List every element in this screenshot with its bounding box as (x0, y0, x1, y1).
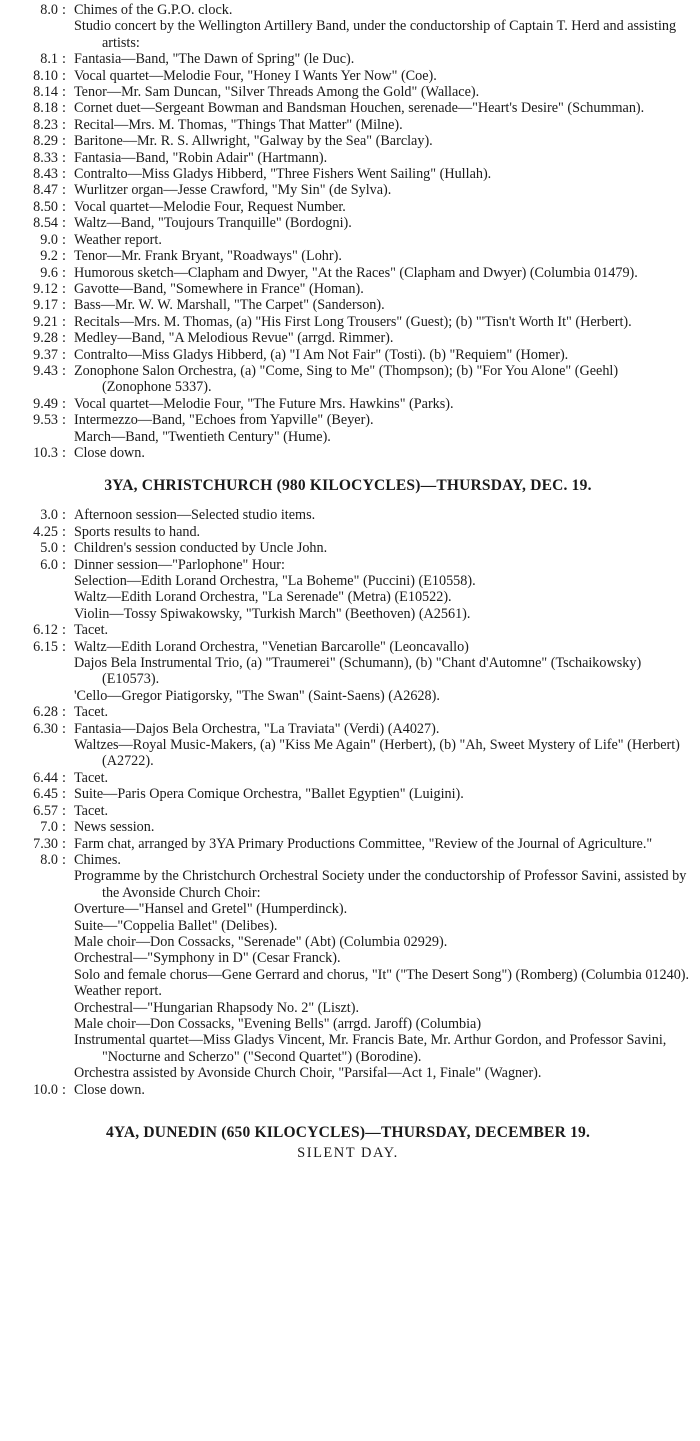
programme-entry (6, 967, 690, 983)
entry-text: News session. (74, 819, 155, 836)
programme-entry (6, 1032, 690, 1065)
entry-time: 8.23 (33, 116, 58, 133)
programme-entry (6, 1000, 690, 1016)
programme-entry: 8.23 : Recital—Mrs. M. Thomas, "Things That Matter" (Milne). (6, 117, 690, 133)
entry-text: Solo and female chorus—Gene Gerrard and chorus, "It" ("The Desert Song") (Romberg) (Columbia 01240). (74, 966, 690, 983)
entry-text: Weather report. (74, 231, 162, 248)
entry-time: 5.0 (40, 540, 58, 557)
entry-time: 9.0 (40, 231, 58, 248)
entry-time: 8.0 (40, 2, 58, 18)
entry-time: 9.28 (33, 330, 58, 347)
entry-text: Waltz—Edith Lorand Orchestra, "Venetian Barcarolle" (Leoncavallo) (74, 638, 469, 655)
entry-text: Medley—Band, "A Melodious Revue" (arrgd. Rimmer). (74, 330, 394, 347)
programme-entry (6, 901, 690, 917)
programme-entry: 8.18 : Cornet duet—Sergeant Bowman and Bandsman Houchen, serenade—"Heart's Desire" (Schumman). (6, 100, 690, 116)
entry-text: Chimes. (74, 851, 121, 868)
entry-text: Instrumental quartet—Miss Gladys Vincent, Mr. Francis Bate, Mr. Arthur Gordon, and Professor Savini, "Nocturne and Scherzo" ("Second Quartet") (Borodine). (74, 1032, 667, 1065)
programme-entry: 8.29 : Baritone—Mr. R. S. Allwright, "Galway by the Sea" (Barclay). (6, 133, 690, 149)
entry-text: Farm chat, arranged by 3YA Primary Productions Committee, "Review of the Journal of Agriculture." (74, 835, 653, 852)
entry-text: Studio concert by the Wellington Artillery Band, under the conductorship of Captain T. Herd and assisting artists: (74, 18, 677, 51)
entry-text: Cornet duet—Sergeant Bowman and Bandsman Houchen, serenade—"Heart's Desire" (Schumman). (74, 100, 645, 117)
entry-text: Tacet. (74, 769, 109, 786)
entry-text: Suite—Paris Opera Comique Orchestra, "Ballet Egyptien" (Luigini). (74, 786, 464, 803)
entry-text: Fantasia—Band, "The Dawn of Spring" (le Duc). (74, 51, 355, 68)
entry-time: 8.29 (33, 133, 58, 150)
entry-time: 8.43 (33, 166, 58, 183)
programme-entry (6, 950, 690, 966)
programme-entry: 8.10 : Vocal quartet—Melodie Four, "Honey I Wants Yer Now" (Coe). (6, 68, 690, 84)
entry-time: 4.25 (33, 523, 58, 540)
entry-time: 6.12 (33, 622, 58, 639)
entry-text: Tacet. (74, 802, 109, 819)
entry-text: Tenor—Mr. Frank Bryant, "Roadways" (Lohr). (74, 248, 342, 265)
entry-text: Close down. (74, 444, 145, 461)
entry-text: Chimes of the G.P.O. clock. (74, 2, 233, 18)
entry-time: 8.50 (33, 198, 58, 215)
entry-time: 9.21 (33, 313, 58, 330)
entry-text: Contralto—Miss Gladys Hibberd, "Three Fishers Went Sailing" (Hullah). (74, 166, 492, 183)
programme-entry: 8.50 : Vocal quartet—Melodie Four, Request Number. (6, 199, 690, 215)
entry-time: 9.43 (33, 362, 58, 379)
programme-entry (6, 606, 690, 622)
entry-text: Waltzes—Royal Music-Makers, (a) "Kiss Me Again" (Herbert), (b) "Ah, Sweet Mystery of Life" (Herbert) (A2722). (74, 737, 680, 770)
programme-entry (6, 1016, 690, 1032)
entry-time: 9.12 (33, 280, 58, 297)
entry-text: Overture—"Hansel and Gretel" (Humperdinck). (74, 901, 348, 918)
entry-time: 6.45 (33, 786, 58, 803)
entry-text: Tenor—Mr. Sam Duncan, "Silver Threads Among the Gold" (Wallace). (74, 84, 480, 101)
entry-text: Tacet. (74, 622, 109, 639)
entry-text: Contralto—Miss Gladys Hibberd, (a) "I Am Not Fair" (Tosti). (b) "Requiem" (Homer). (74, 346, 569, 363)
entry-text: Humorous sketch—Clapham and Dwyer, "At the Races" (Clapham and Dwyer) (Columbia 01479). (74, 264, 638, 281)
programme-entry (6, 1065, 690, 1081)
programme-entry: 9.17 : Bass—Mr. W. W. Marshall, "The Carpet" (Sanderson). (6, 297, 690, 313)
programme-entry (6, 589, 690, 605)
programme-entry: 9.0 : Weather report. (6, 232, 690, 248)
entry-text: Male choir—Don Cossacks, "Serenade" (Abt) (Columbia 02929). (74, 933, 448, 950)
entry-time: 6.15 (33, 638, 58, 655)
entry-text: Gavotte—Band, "Somewhere in France" (Homan). (74, 280, 364, 297)
programme-entry: 8.14 : Tenor—Mr. Sam Duncan, "Silver Threads Among the Gold" (Wallace). (6, 84, 690, 100)
entry-time: 9.53 (33, 412, 58, 429)
entry-time: 6.44 (33, 769, 58, 786)
programme-entry: 9.43 : Zonophone Salon Orchestra, (a) "Come, Sing to Me" (Thompson); (b) "For You Alone" (Geehl) (Zonophone 5337). (6, 363, 690, 396)
entry-text: Selection—Edith Lorand Orchestra, "La Boheme" (Puccini) (E10558). (74, 573, 476, 589)
programme-entry: 8.0 : Chimes. (6, 852, 690, 868)
programme-entry (6, 573, 690, 589)
programme-entry: 7.0 : News session. (6, 819, 690, 835)
entry-text: Male choir—Don Cossacks, "Evening Bells" (arrgd. Jaroff) (Columbia) (74, 1015, 482, 1032)
programme-entry: 7.30 : Farm chat, arranged by 3YA Primary Productions Committee, "Review of the Journal of Agriculture." (6, 836, 690, 852)
entry-time: 9.49 (33, 395, 58, 412)
programme-entry: 10.3 : Close down. (6, 445, 690, 461)
programme-entry: 9.12 : Gavotte—Band, "Somewhere in France" (Homan). (6, 281, 690, 297)
programme-entry: 6.12 : Tacet. (6, 622, 690, 638)
programme-entry: 9.6 : Humorous sketch—Clapham and Dwyer, "At the Races" (Clapham and Dwyer) (Columbia 01479). (6, 265, 690, 281)
entry-time: 8.54 (33, 215, 58, 232)
programme-entry: 4.25 : Sports results to hand. (6, 524, 690, 540)
entry-time: 7.0 (40, 819, 58, 836)
programme-entry (6, 868, 690, 901)
programme-entry: 8.43 : Contralto—Miss Gladys Hibberd, "Three Fishers Went Sailing" (Hullah). (6, 166, 690, 182)
entry-text: Recital—Mrs. M. Thomas, "Things That Matter" (Milne). (74, 116, 403, 133)
entry-text: Children's session conducted by Uncle John. (74, 540, 328, 557)
programme-entry: 5.0 : Children's session conducted by Uncle John. (6, 540, 690, 556)
entry-time: 8.0 (40, 851, 58, 868)
programme-entry (6, 918, 690, 934)
programme-entry: 8.1 : Fantasia—Band, "The Dawn of Spring" (le Duc). (6, 51, 690, 67)
entry-time: 9.6 (40, 264, 58, 281)
programme-entry: 9.49 : Vocal quartet—Melodie Four, "The Future Mrs. Hawkins" (Parks). (6, 396, 690, 412)
entry-text: Fantasia—Dajos Bela Orchestra, "La Traviata" (Verdi) (A4027). (74, 720, 440, 737)
programme-entry (6, 655, 690, 688)
programme-entry: 8.47 : Wurlitzer organ—Jesse Crawford, "My Sin" (de Sylva). (6, 182, 690, 198)
entry-time: 10.3 (33, 444, 58, 461)
entry-time: 9.2 (40, 248, 58, 265)
entry-text: Waltz—Band, "Toujours Tranquille" (Bordogni). (74, 215, 352, 232)
entry-time: 6.30 (33, 720, 58, 737)
entry-text: Dinner session—"Parlophone" Hour: (74, 556, 285, 573)
entry-time: 10.0 (33, 1081, 58, 1098)
entry-time: 8.1 (40, 51, 58, 68)
entry-text: March—Band, "Twentieth Century" (Hume). (74, 428, 331, 445)
programme-entry: 9.21 : Recitals—Mrs. M. Thomas, (a) "His First Long Trousers" (Guest); (b) "'Tisn't Worth It" (Herbert). (6, 314, 690, 330)
entry-text: Orchestra assisted by Avonside Church Choir, "Parsifal—Act 1, Finale" (Wagner). (74, 1065, 542, 1082)
wellington-programme (6, 2, 690, 461)
entry-text: Tacet. (74, 704, 109, 721)
entry-text: Dajos Bela Instrumental Trio, (a) "Traumerei" (Schumann), (b) "Chant d'Automne" (Tschaikowsky) (E10573). (74, 655, 642, 688)
entry-text: 'Cello—Gregor Piatigorsky, "The Swan" (Saint-Saens) (A2628). (74, 687, 440, 704)
programme-entry: 6.0 : Dinner session—"Parlophone" Hour: (6, 557, 690, 573)
entry-text: Intermezzo—Band, "Echoes from Yapville" (Beyer). (74, 412, 374, 429)
entry-text: Orchestral—"Symphony in D" (Cesar Franck). (74, 950, 341, 967)
entry-text: Bass—Mr. W. W. Marshall, "The Carpet" (Sanderson). (74, 297, 385, 314)
entry-text: Recitals—Mrs. M. Thomas, (a) "His First Long Trousers" (Guest); (b) "'Tisn't Worth It" (Herbert). (74, 313, 632, 330)
entry-text: Wurlitzer organ—Jesse Crawford, "My Sin" (de Sylva). (74, 182, 392, 199)
entry-text: Close down. (74, 1081, 145, 1098)
programme-entry: 6.15 : Waltz—Edith Lorand Orchestra, "Venetian Barcarolle" (Leoncavallo) (6, 639, 690, 655)
programme-entry: 3.0 : Afternoon session—Selected studio items. (6, 507, 690, 523)
entry-text: Afternoon session—Selected studio items. (74, 507, 316, 524)
entry-text: Vocal quartet—Melodie Four, Request Number. (74, 198, 346, 215)
entry-text: Baritone—Mr. R. S. Allwright, "Galway by the Sea" (Barclay). (74, 133, 433, 150)
programme-entry: 8.54 : Waltz—Band, "Toujours Tranquille" (Bordogni). (6, 215, 690, 231)
programme-entry (6, 934, 690, 950)
programme-entry: 9.53 : Intermezzo—Band, "Echoes from Yapville" (Beyer). (6, 412, 690, 428)
programme-entry: 6.30 : Fantasia—Dajos Bela Orchestra, "La Traviata" (Verdi) (A4027). (6, 721, 690, 737)
christchurch-programme (6, 507, 690, 1098)
programme-entry: 6.44 : Tacet. (6, 770, 690, 786)
programme-entry (6, 688, 690, 704)
entry-time: 8.18 (33, 100, 58, 117)
entry-time: 9.37 (33, 346, 58, 363)
dunedin-heading: 4YA, DUNEDIN (650 KILOCYCLES)—THURSDAY, DECEMBER 19. (105, 1124, 591, 1141)
silent-day-note: SILENT DAY. (297, 1145, 399, 1161)
entry-text: Weather report. (74, 983, 162, 1000)
programme-entry: 9.2 : Tenor—Mr. Frank Bryant, "Roadways" (Lohr). (6, 248, 690, 264)
entry-text: Vocal quartet—Melodie Four, "Honey I Wants Yer Now" (Coe). (74, 67, 437, 84)
entry-time: 9.17 (33, 297, 58, 314)
entry-time: 6.0 (40, 556, 58, 573)
entry-text: Waltz—Edith Lorand Orchestra, "La Serenade" (Metra) (E10522). (74, 589, 452, 606)
entry-time: 6.57 (33, 802, 58, 819)
entry-time: 3.0 (40, 507, 58, 524)
entry-time: 8.47 (33, 182, 58, 199)
programme-entry: 6.28 : Tacet. (6, 704, 690, 720)
entry-text: Violin—Tossy Spiwakowsky, "Turkish March" (Beethoven) (A2561). (74, 605, 471, 622)
programme-entry (6, 983, 690, 999)
programme-entry: 10.0 : Close down. (6, 1082, 690, 1098)
entry-text: Vocal quartet—Melodie Four, "The Future Mrs. Hawkins" (Parks). (74, 395, 454, 412)
entry-text: Sports results to hand. (74, 523, 201, 540)
entry-text: Programme by the Christchurch Orchestral Society under the conductorship of Professor Savini, assisted by the Avonside Church Choir: (74, 868, 687, 901)
entry-time: 8.14 (33, 84, 58, 101)
programme-entry (6, 737, 690, 770)
entry-time: 8.10 (33, 67, 58, 84)
entry-text: Orchestral—"Hungarian Rhapsody No. 2" (Liszt). (74, 999, 360, 1016)
programme-entry (6, 18, 690, 51)
programme-entry: 8.0 : Chimes of the G.P.O. clock. (6, 2, 690, 18)
programme-entry: 6.45 : Suite—Paris Opera Comique Orchestra, "Ballet Egyptien" (Luigini). (6, 786, 690, 802)
entry-text: Suite—"Coppelia Ballet" (Delibes). (74, 917, 278, 934)
christchurch-heading: 3YA, CHRISTCHURCH (980 KILOCYCLES)—THURSDAY, DEC. 19. (104, 477, 592, 495)
entry-text: Zonophone Salon Orchestra, (a) "Come, Sing to Me" (Thompson); (b) "For You Alone" (Geehl) (Zonophone 5337). (74, 362, 619, 396)
entry-text: Fantasia—Band, "Robin Adair" (Hartmann). (74, 149, 328, 166)
programme-entry (6, 429, 690, 445)
programme-entry: 8.33 : Fantasia—Band, "Robin Adair" (Hartmann). (6, 150, 690, 166)
programme-entry: 6.57 : Tacet. (6, 803, 690, 819)
entry-time: 7.30 (33, 835, 58, 852)
entry-time: 8.33 (33, 149, 58, 166)
entry-time: 6.28 (33, 704, 58, 721)
programme-entry: 9.28 : Medley—Band, "A Melodious Revue" (arrgd. Rimmer). (6, 330, 690, 346)
programme-entry: 9.37 : Contralto—Miss Gladys Hibberd, (a) "I Am Not Fair" (Tosti). (b) "Requiem" (Homer). (6, 347, 690, 363)
